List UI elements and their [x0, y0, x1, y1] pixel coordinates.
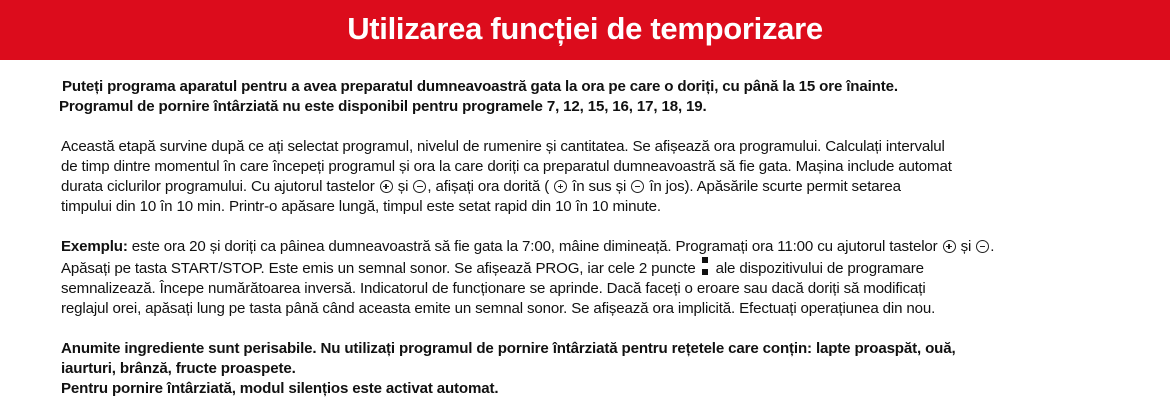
warning-line: Anumite ingrediente sunt perisabile. Nu utilizați programul de pornire întârziată pentru rețetele care conțin: lapte proaspăt, ouă,: [61, 340, 956, 357]
procedure-line: durata ciclurilor programului. Cu ajutorul tastelor și , afișați ora dorită ( în sus și în jos). Apăsările scurte permit setarea: [61, 178, 901, 195]
example-paragraph: [61, 237, 1141, 319]
intro-line: Programul de pornire întârziată nu este disponibil pentru programele 7, 12, 15, 16, 17, 18, 19.: [59, 98, 707, 115]
intro-paragraph: [61, 77, 1141, 117]
plus-circle-icon: [943, 240, 956, 253]
example-line: Apăsați pe tasta START/STOP. Este emis un semnal sonor. Se afișează PROG, iar cele 2 puncte ale dispozitivului de programare: [61, 257, 1141, 279]
example-line: reglajul orei, apăsați lung pe tasta până când aceasta emite un semnal sonor. Se afișează ora implicită. Efectuați operațiunea din nou.: [61, 300, 936, 317]
title-banner: [0, 0, 1170, 60]
example-label: Exemplu:: [61, 238, 128, 255]
warning-line: Pentru pornire întârziată, modul silențios este activat automat.: [61, 380, 499, 397]
procedure-line: de timp dintre momentul în care începeți programul și ora la care doriți ca preparatul dumneavoastră să fie gata. Mașina include automat: [61, 158, 952, 175]
minus-circle-icon: [413, 180, 426, 193]
procedure-paragraph: [61, 137, 1141, 217]
minus-circle-icon: [976, 240, 989, 253]
example-line: Exemplu: este ora 20 și doriți ca pâinea dumneavoastră să fie gata la 7:00, mâine dimineață. Programați ora 11:00 cu ajutorul tastelor și .: [61, 238, 995, 255]
plus-circle-icon: [554, 180, 567, 193]
instructions-body: [61, 77, 1141, 399]
example-line: semnalizează. Începe numărătoarea inversă. Indicatorul de funcționare se aprinde. Dacă faceți o eroare sau dacă doriți să modificați: [61, 280, 926, 297]
plus-circle-icon: [380, 180, 393, 193]
warning-paragraph: [61, 339, 1141, 399]
procedure-line: timpului din 10 în 10 min. Printr-o apăsare lungă, timpul este setat rapid din 10 în 10 minute.: [61, 198, 661, 215]
minus-circle-icon: [631, 180, 644, 193]
colon-dots-icon: [702, 257, 708, 277]
intro-line: Puteți programa aparatul pentru a avea preparatul dumneavoastră gata la ora pe care o doriți, cu până la 15 ore înainte.: [62, 78, 898, 95]
procedure-line: Această etapă survine după ce ați selectat programul, nivelul de rumenire și cantitatea. Se afișează ora programului. Calculați intervalul: [61, 138, 945, 155]
warning-line: iaurturi, brânză, fructe proaspete.: [61, 360, 296, 377]
page-title: Utilizarea funcției de temporizare: [347, 11, 823, 46]
